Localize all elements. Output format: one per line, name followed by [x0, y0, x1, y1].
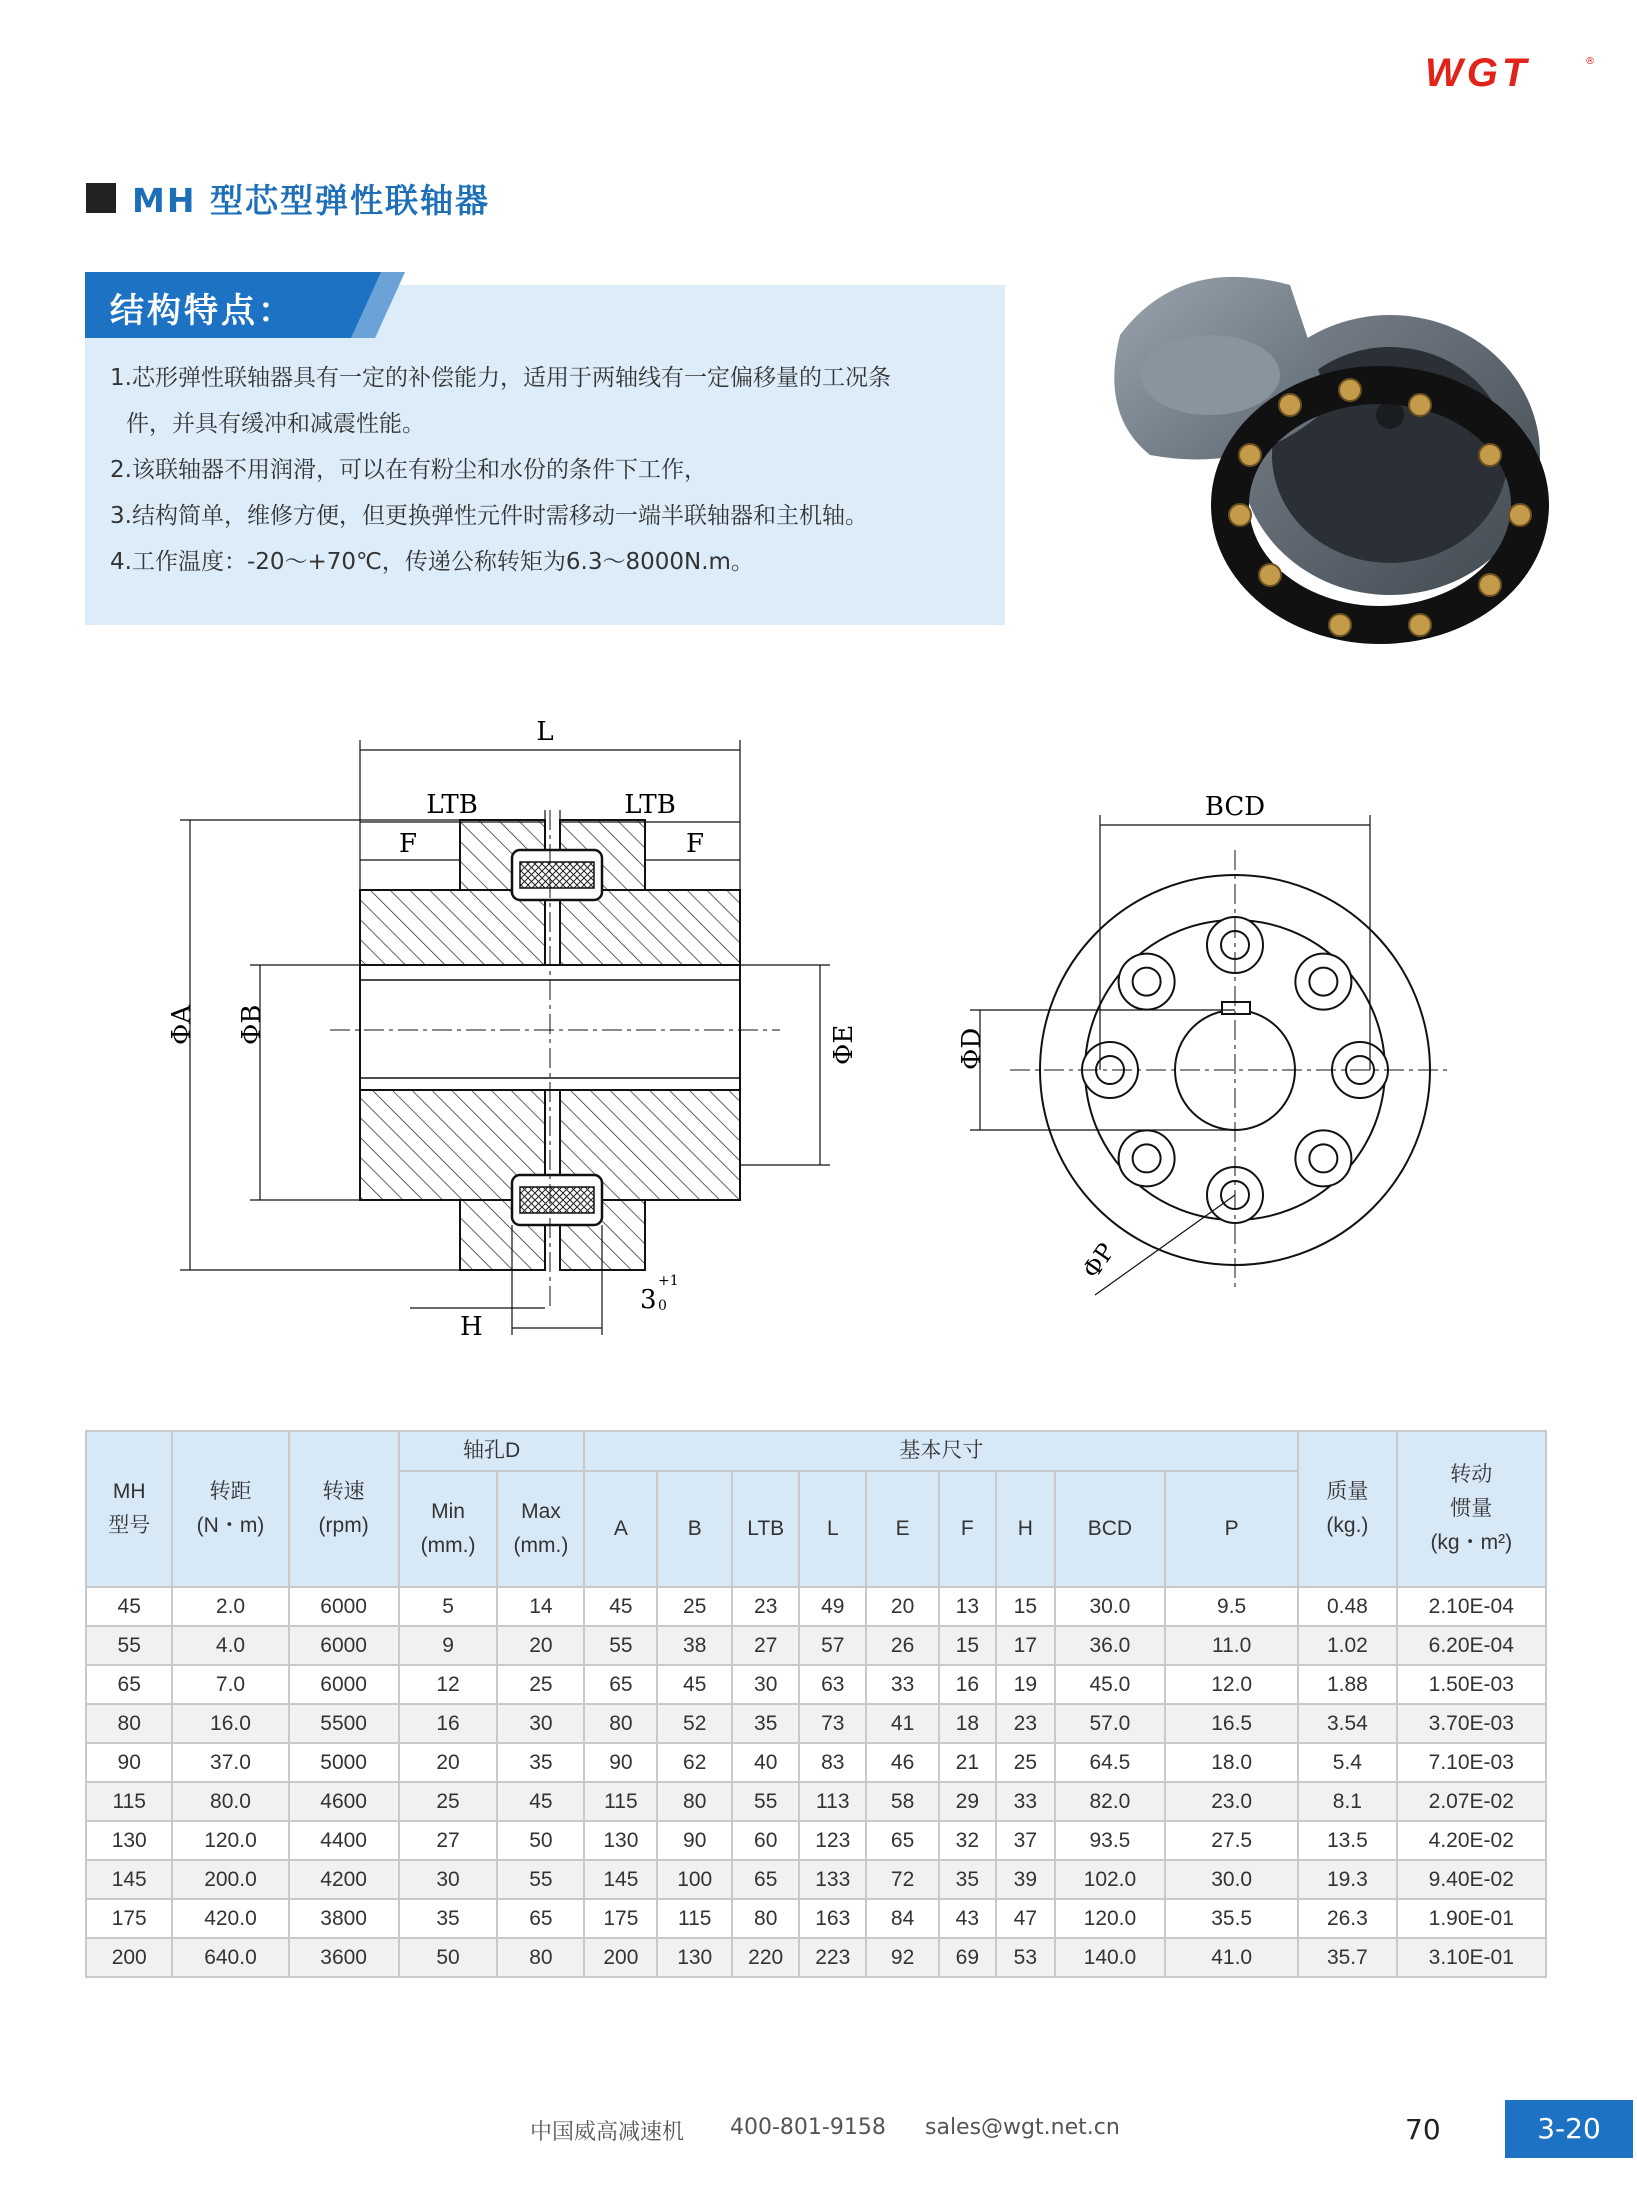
table-cell: 6000 [289, 1626, 399, 1665]
dim-label-ltb: LTB [426, 790, 478, 820]
table-cell: 640.0 [172, 1938, 288, 1977]
table-cell: 115 [86, 1782, 172, 1821]
table-cell: 26 [866, 1626, 939, 1665]
table-cell: 130 [584, 1821, 657, 1860]
table-cell: 18.0 [1165, 1743, 1298, 1782]
table-row [86, 1587, 1546, 1626]
footer-company: 中国威高减速机 [530, 2120, 685, 2145]
table-cell: 3600 [289, 1938, 399, 1977]
table-cell: 420.0 [172, 1899, 288, 1938]
table-cell: 57 [799, 1626, 866, 1665]
col-f: F [939, 1471, 996, 1587]
table-cell: 7.0 [172, 1665, 288, 1704]
table-cell: 26.3 [1298, 1899, 1396, 1938]
section-tab: 3-20 [1505, 2100, 1633, 2158]
table-cell: 1.50E-03 [1397, 1665, 1546, 1704]
table-cell: 4.0 [172, 1626, 288, 1665]
table-cell: 37.0 [172, 1743, 288, 1782]
table-cell: 14 [497, 1587, 584, 1626]
table-cell: 27.5 [1165, 1821, 1298, 1860]
svg-text:®: ® [1585, 56, 1595, 67]
table-cell: 65 [86, 1665, 172, 1704]
table-cell: 8.1 [1298, 1782, 1396, 1821]
table-cell: 80 [497, 1938, 584, 1977]
dim-label-phiE: ΦE [829, 1024, 859, 1065]
table-cell: 30 [732, 1665, 799, 1704]
table-cell: 20 [399, 1743, 498, 1782]
table-cell: 16.5 [1165, 1704, 1298, 1743]
table-cell: 0.48 [1298, 1587, 1396, 1626]
table-cell: 50 [497, 1821, 584, 1860]
table-cell: 33 [866, 1665, 939, 1704]
table-cell: 27 [732, 1626, 799, 1665]
table-cell: 72 [866, 1860, 939, 1899]
table-row [86, 1899, 1546, 1938]
page-number: 70 [1405, 2113, 1441, 2146]
col-a: A [584, 1471, 657, 1587]
table-cell: 2.10E-04 [1397, 1587, 1546, 1626]
dim-label-ltb: LTB [624, 790, 676, 820]
table-cell: 43 [939, 1899, 996, 1938]
table-cell: 55 [86, 1626, 172, 1665]
feature-item: 1.芯形弹性联轴器具有一定的补偿能力，适用于两轴线有一定偏移量的工况条 [110, 365, 891, 391]
table-cell: 6000 [289, 1665, 399, 1704]
features-list [110, 355, 990, 585]
table-cell: 80 [86, 1704, 172, 1743]
table-cell: 82.0 [1055, 1782, 1165, 1821]
table-cell: 200.0 [172, 1860, 288, 1899]
table-cell: 32 [939, 1821, 996, 1860]
table-row [86, 1665, 1546, 1704]
table-cell: 57.0 [1055, 1704, 1165, 1743]
table-cell: 130 [657, 1938, 732, 1977]
table-cell: 18 [939, 1704, 996, 1743]
table-cell: 19 [996, 1665, 1055, 1704]
table-cell: 25 [996, 1743, 1055, 1782]
table-cell: 102.0 [1055, 1860, 1165, 1899]
table-cell: 27 [399, 1821, 498, 1860]
table-row [86, 1938, 1546, 1977]
table-cell: 2.07E-02 [1397, 1782, 1546, 1821]
table-cell: 90 [657, 1821, 732, 1860]
table-cell: 41 [866, 1704, 939, 1743]
table-cell: 33 [996, 1782, 1055, 1821]
table-cell: 80.0 [172, 1782, 288, 1821]
table-cell: 25 [657, 1587, 732, 1626]
feature-item: 4.工作温度：-20〜+70℃，传递公称转矩为6.3〜8000N.m。 [110, 549, 754, 575]
spec-table [85, 1430, 1547, 1978]
dim-label-phiP: ΦP [1076, 1238, 1121, 1284]
col-e: E [866, 1471, 939, 1587]
table-cell: 64.5 [1055, 1743, 1165, 1782]
table-cell: 52 [657, 1704, 732, 1743]
logo-text: WGT [1425, 52, 1531, 94]
table-cell: 45 [657, 1665, 732, 1704]
table-cell: 55 [497, 1860, 584, 1899]
table-cell: 12 [399, 1665, 498, 1704]
col-ltb: LTB [732, 1471, 799, 1587]
table-cell: 49 [799, 1587, 866, 1626]
col-b: B [657, 1471, 732, 1587]
table-cell: 46 [866, 1743, 939, 1782]
coupling-product-photo [1090, 255, 1550, 705]
dim-label-gap-tol: 0 [658, 1298, 667, 1314]
table-cell: 23 [996, 1704, 1055, 1743]
table-cell: 1.88 [1298, 1665, 1396, 1704]
table-cell: 93.5 [1055, 1821, 1165, 1860]
table-cell: 80 [657, 1782, 732, 1821]
table-cell: 80 [584, 1704, 657, 1743]
table-cell: 123 [799, 1821, 866, 1860]
table-cell: 41.0 [1165, 1938, 1298, 1977]
col-model: MH 型号 [86, 1431, 172, 1587]
table-cell: 11.0 [1165, 1626, 1298, 1665]
table-cell: 200 [584, 1938, 657, 1977]
table-cell: 16 [399, 1704, 498, 1743]
table-cell: 13 [939, 1587, 996, 1626]
table-cell: 45 [584, 1587, 657, 1626]
col-h: H [996, 1471, 1055, 1587]
table-cell: 37 [996, 1821, 1055, 1860]
table-cell: 5000 [289, 1743, 399, 1782]
table-cell: 38 [657, 1626, 732, 1665]
table-cell: 69 [939, 1938, 996, 1977]
table-cell: 175 [86, 1899, 172, 1938]
table-cell: 140.0 [1055, 1938, 1165, 1977]
table-cell: 55 [584, 1626, 657, 1665]
feature-item: 2.该联轴器不用润滑，可以在有粉尘和水份的条件下工作， [110, 457, 707, 483]
bolt-hole [1133, 1144, 1161, 1172]
table-cell: 65 [584, 1665, 657, 1704]
table-cell: 20 [866, 1587, 939, 1626]
table-cell: 63 [799, 1665, 866, 1704]
table-cell: 35 [732, 1704, 799, 1743]
dim-label-gap: 3 [640, 1285, 657, 1315]
table-cell: 35 [399, 1899, 498, 1938]
table-row [86, 1782, 1546, 1821]
dim-label-f: F [398, 829, 418, 859]
col-inertia: 转动 惯量 (kg・m²) [1397, 1431, 1546, 1587]
table-cell: 90 [86, 1743, 172, 1782]
dim-label-gap-tol: +1 [658, 1273, 679, 1289]
table-cell: 23 [732, 1587, 799, 1626]
table-cell: 35 [939, 1860, 996, 1899]
table-cell: 45 [86, 1587, 172, 1626]
section-view-drawing [150, 710, 880, 1350]
table-cell: 45.0 [1055, 1665, 1165, 1704]
table-cell: 35.5 [1165, 1899, 1298, 1938]
feature-item: 3.结构简单，维修方便，但更换弹性元件时需移动一端半联轴器和主机轴。 [110, 503, 868, 529]
table-cell: 40 [732, 1743, 799, 1782]
table-cell: 15 [996, 1587, 1055, 1626]
table-cell: 2.0 [172, 1587, 288, 1626]
title-square-icon [86, 183, 116, 213]
features-heading: 结构特点： [110, 291, 295, 331]
table-cell: 100 [657, 1860, 732, 1899]
col-l: L [799, 1471, 866, 1587]
table-cell: 145 [584, 1860, 657, 1899]
table-cell: 15 [939, 1626, 996, 1665]
dim-label-bcd: BCD [1204, 792, 1266, 822]
bolt-hole [1133, 968, 1161, 996]
table-cell: 16.0 [172, 1704, 288, 1743]
table-cell: 35.7 [1298, 1938, 1396, 1977]
table-row [86, 1860, 1546, 1899]
table-cell: 4400 [289, 1821, 399, 1860]
table-cell: 17 [996, 1626, 1055, 1665]
table-row [86, 1704, 1546, 1743]
table-cell: 55 [732, 1782, 799, 1821]
table-cell: 53 [996, 1938, 1055, 1977]
col-bcd: BCD [1055, 1471, 1165, 1587]
table-cell: 35 [497, 1743, 584, 1782]
table-cell: 120.0 [1055, 1899, 1165, 1938]
dim-label-phiD: ΦD [957, 1027, 987, 1070]
table-cell: 4200 [289, 1860, 399, 1899]
table-row [86, 1626, 1546, 1665]
col-group-bore: 轴孔D [399, 1431, 585, 1471]
page-title: MH 型芯型弹性联轴器 [132, 180, 490, 220]
col-p: P [1165, 1471, 1298, 1587]
table-cell: 9 [399, 1626, 498, 1665]
table-cell: 113 [799, 1782, 866, 1821]
table-cell: 163 [799, 1899, 866, 1938]
table-cell: 16 [939, 1665, 996, 1704]
table-cell: 73 [799, 1704, 866, 1743]
table-cell: 6000 [289, 1587, 399, 1626]
table-cell: 80 [732, 1899, 799, 1938]
table-cell: 30 [399, 1860, 498, 1899]
table-cell: 30.0 [1165, 1860, 1298, 1899]
col-group-dims: 基本尺寸 [584, 1431, 1298, 1471]
table-cell: 130 [86, 1821, 172, 1860]
table-cell: 25 [497, 1665, 584, 1704]
table-cell: 9.5 [1165, 1587, 1298, 1626]
table-cell: 36.0 [1055, 1626, 1165, 1665]
dim-label-phiB: ΦB [237, 1004, 267, 1045]
footer-phone: 400-801-9158 [730, 2115, 886, 2140]
table-cell: 84 [866, 1899, 939, 1938]
table-cell: 47 [996, 1899, 1055, 1938]
col-bore-min: Min (mm.) [399, 1471, 498, 1587]
table-row [86, 1743, 1546, 1782]
col-mass: 质量 (kg.) [1298, 1431, 1396, 1587]
table-cell: 7.10E-03 [1397, 1743, 1546, 1782]
table-cell: 60 [732, 1821, 799, 1860]
table-cell: 20 [497, 1626, 584, 1665]
table-cell: 30 [497, 1704, 584, 1743]
table-cell: 50 [399, 1938, 498, 1977]
table-cell: 21 [939, 1743, 996, 1782]
table-cell: 92 [866, 1938, 939, 1977]
bolt-hole [1309, 968, 1337, 996]
table-cell: 19.3 [1298, 1860, 1396, 1899]
table-cell: 58 [866, 1782, 939, 1821]
dim-label-L: L [536, 717, 554, 747]
bolt-hole [1309, 1144, 1337, 1172]
table-cell: 200 [86, 1938, 172, 1977]
footer-email: sales@wgt.net.cn [925, 2115, 1120, 2140]
table-cell: 3.70E-03 [1397, 1704, 1546, 1743]
table-cell: 5500 [289, 1704, 399, 1743]
table-cell: 65 [866, 1821, 939, 1860]
table-cell: 3.10E-01 [1397, 1938, 1546, 1977]
dim-label-h: H [460, 1312, 483, 1342]
page-title-row [86, 178, 490, 218]
table-cell: 1.02 [1298, 1626, 1396, 1665]
table-cell: 90 [584, 1743, 657, 1782]
table-cell: 23.0 [1165, 1782, 1298, 1821]
table-cell: 3800 [289, 1899, 399, 1938]
dim-label-phiA: ΦA [167, 1004, 197, 1045]
table-cell: 175 [584, 1899, 657, 1938]
table-cell: 223 [799, 1938, 866, 1977]
dim-label-f: F [685, 829, 705, 859]
end-view-drawing [930, 770, 1450, 1310]
table-cell: 9.40E-02 [1397, 1860, 1546, 1899]
table-cell: 120.0 [172, 1821, 288, 1860]
table-cell: 6.20E-04 [1397, 1626, 1546, 1665]
table-cell: 39 [996, 1860, 1055, 1899]
feature-item: 件，并具有缓冲和减震性能。 [126, 411, 425, 437]
table-cell: 220 [732, 1938, 799, 1977]
table-cell: 83 [799, 1743, 866, 1782]
table-cell: 12.0 [1165, 1665, 1298, 1704]
table-cell: 25 [399, 1782, 498, 1821]
table-cell: 29 [939, 1782, 996, 1821]
table-cell: 5.4 [1298, 1743, 1396, 1782]
table-cell: 45 [497, 1782, 584, 1821]
col-torque: 转距 (N・m) [172, 1431, 288, 1587]
table-cell: 5 [399, 1587, 498, 1626]
table-cell: 145 [86, 1860, 172, 1899]
table-cell: 65 [497, 1899, 584, 1938]
table-cell: 115 [584, 1782, 657, 1821]
wgt-logo [1425, 52, 1595, 94]
table-row [86, 1821, 1546, 1860]
table-cell: 30.0 [1055, 1587, 1165, 1626]
table-cell: 3.54 [1298, 1704, 1396, 1743]
table-cell: 13.5 [1298, 1821, 1396, 1860]
table-cell: 1.90E-01 [1397, 1899, 1546, 1938]
table-cell: 4600 [289, 1782, 399, 1821]
col-bore-max: Max (mm.) [497, 1471, 584, 1587]
table-cell: 4.20E-02 [1397, 1821, 1546, 1860]
table-cell: 115 [657, 1899, 732, 1938]
col-speed: 转速 (rpm) [289, 1431, 399, 1587]
table-cell: 133 [799, 1860, 866, 1899]
table-cell: 65 [732, 1860, 799, 1899]
table-cell: 62 [657, 1743, 732, 1782]
